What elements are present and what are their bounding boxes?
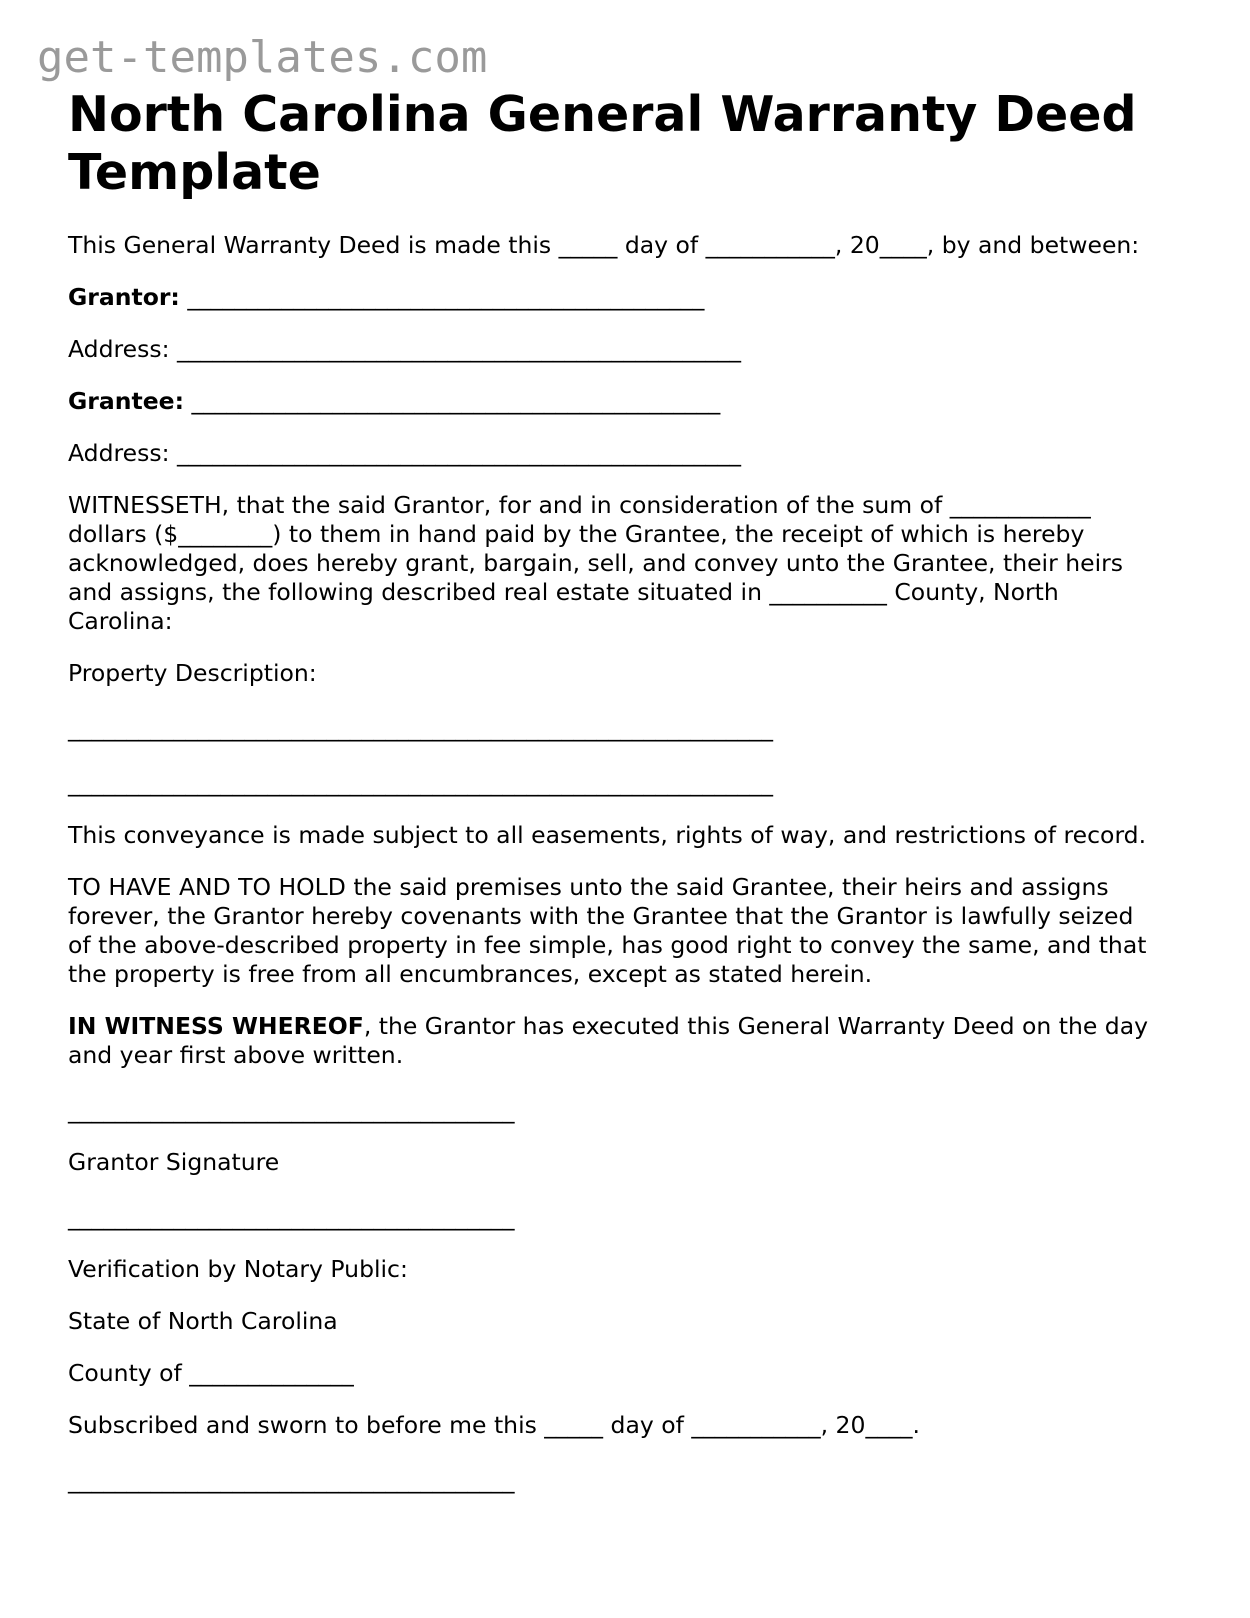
grantee-address-label: Address: xyxy=(68,439,170,467)
grantee-address-blank: ________________________________________________ xyxy=(177,439,741,467)
grantor-signature-label: Grantor Signature xyxy=(68,1148,280,1176)
grantor-signature-line: ______________________________________ xyxy=(68,1096,515,1124)
grantor-blank: ____________________________________________ xyxy=(187,283,705,311)
grantor-address-blank: ________________________________________________ xyxy=(177,335,741,363)
page-title: North Carolina General Warranty Deed Template xyxy=(68,86,1137,201)
in-witness-rest: , the Grantor has executed this General Warranty Deed on the day and year first above written. xyxy=(68,1012,1149,1069)
grantee-blank: _____________________________________________ xyxy=(191,387,721,415)
subscribed-line: Subscribed and sworn to before me this _____ day of ___________, 20____. xyxy=(68,1411,920,1439)
grantor-label: Grantor: xyxy=(68,283,180,311)
grantee-address-line xyxy=(68,439,1188,468)
final-signature-line: ______________________________________ xyxy=(68,1466,515,1494)
conveyance-paragraph: This conveyance is made subject to all easements, rights of way, and restrictions of record. xyxy=(68,821,1147,849)
property-line-1: ____________________________________________________________ xyxy=(68,714,773,742)
grantor-address-line xyxy=(68,335,1188,364)
in-witness-paragraph xyxy=(68,1012,1148,1070)
state-line: State of North Carolina xyxy=(68,1307,338,1335)
grantor-line xyxy=(68,283,1188,312)
intro-paragraph: This General Warranty Deed is made this _____ day of ___________, 20____, by and between: xyxy=(68,231,1140,259)
grantee-line xyxy=(68,387,1188,416)
grantor-address-label: Address: xyxy=(68,335,170,363)
in-witness-bold: IN WITNESS WHEREOF xyxy=(68,1012,364,1040)
watermark: get-templates.com xyxy=(37,32,488,83)
county-line: County of ______________ xyxy=(68,1359,354,1387)
property-description-label: Property Description: xyxy=(68,659,317,687)
habendum-paragraph: TO HAVE AND TO HOLD the said premises unto the said Grantee, their heirs and assigns forever, the Grantor hereby covenants with the Grantee that the Grantor is lawfully seized of the above-described property in fee simple, has good right to convey the same, and that the property is free from all encumbrances, except as stated herein. xyxy=(68,873,1147,988)
grantee-label: Grantee: xyxy=(68,387,184,415)
document-body xyxy=(68,86,1188,1495)
witnesseth-paragraph: WITNESSETH, that the said Grantor, for and in consideration of the sum of ____________ dollars ($________) to them in hand paid by the Grantee, the receipt of which is hereby acknowledged, does hereby grant, bargain, sell, and convey unto the Grantee, their heirs and assigns, the following described real estate situated in __________ County, North Carolina: xyxy=(68,491,1123,635)
verification-label: Verification by Notary Public: xyxy=(68,1255,408,1283)
notary-signature-line: ______________________________________ xyxy=(68,1203,515,1231)
property-line-2: ____________________________________________________________ xyxy=(68,769,773,797)
